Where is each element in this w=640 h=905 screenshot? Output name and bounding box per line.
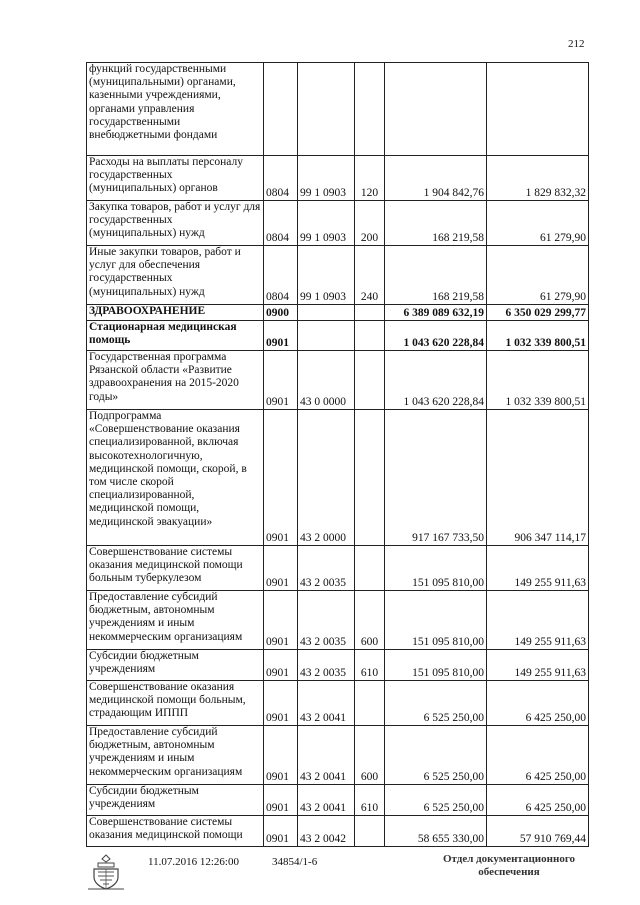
- row-section: [264, 63, 298, 156]
- row-sum-year2: 1 032 339 800,51: [487, 321, 589, 351]
- row-sum-year2: 906 347 114,17: [487, 410, 589, 546]
- row-section: 0901: [264, 726, 298, 785]
- row-sum-year1: 58 655 330,00: [385, 816, 487, 847]
- row-sum-year2: 61 279,90: [487, 246, 589, 305]
- row-section: 0804: [264, 156, 298, 201]
- row-expense-type: [355, 681, 385, 726]
- table-row: [87, 246, 589, 305]
- table-row: [87, 351, 589, 410]
- row-name: Подпрограмма «Совершенствование оказания специализированной, включая высокотехнологичную, медицинской помощи, скорой, в том числе скорой специализированной, медицинской помощи, медицинской эвакуации»: [87, 410, 264, 546]
- budget-table: [86, 62, 589, 847]
- row-target-code: 99 1 0903: [298, 246, 355, 305]
- row-name: Закупка товаров, работ и услуг для государственных (муниципальных) нужд: [87, 201, 264, 246]
- table-row: [87, 726, 589, 785]
- row-name: Совершенствование системы оказания медицинской помощи больным туберкулезом: [87, 546, 264, 591]
- row-sum-year1: 168 219,58: [385, 246, 487, 305]
- row-section: 0901: [264, 351, 298, 410]
- row-expense-type: [355, 351, 385, 410]
- table-row: [87, 156, 589, 201]
- row-sum-year2: 61 279,90: [487, 201, 589, 246]
- row-section: 0901: [264, 591, 298, 650]
- row-section: 0901: [264, 681, 298, 726]
- table-row: [87, 546, 589, 591]
- row-target-code: 43 2 0035: [298, 546, 355, 591]
- table-row: [87, 681, 589, 726]
- row-sum-year2: [487, 63, 589, 156]
- row-sum-year2: 1 032 339 800,51: [487, 351, 589, 410]
- row-expense-type: 600: [355, 726, 385, 785]
- row-target-code: 43 2 0041: [298, 785, 355, 816]
- row-expense-type: [355, 410, 385, 546]
- row-target-code: [298, 321, 355, 351]
- page-footer: [0, 853, 640, 893]
- row-name: Иные закупки товаров, работ и услуг для обеспечения государственных (муниципальных) нужд: [87, 246, 264, 305]
- row-expense-type: [355, 816, 385, 847]
- row-section: 0901: [264, 785, 298, 816]
- row-sum-year2: 57 910 769,44: [487, 816, 589, 847]
- row-sum-year1: 6 525 250,00: [385, 726, 487, 785]
- table-row: [87, 650, 589, 681]
- footer-timestamp: 11.07.2016 12:26:00: [148, 856, 239, 868]
- row-target-code: 99 1 0903: [298, 201, 355, 246]
- row-target-code: [298, 305, 355, 321]
- row-target-code: [298, 63, 355, 156]
- coat-of-arms-icon: [86, 853, 126, 891]
- table-row: [87, 410, 589, 546]
- row-name: Расходы на выплаты персоналу государственных (муниципальных) органов: [87, 156, 264, 201]
- row-name: функций государственными (муниципальными) органами, казенными учреждениями, органами управления государственными внебюджетными фондами: [87, 63, 264, 156]
- row-target-code: 43 2 0035: [298, 650, 355, 681]
- row-name: ЗДРАВООХРАНЕНИЕ: [87, 305, 264, 321]
- row-sum-year1: 6 389 089 632,19: [385, 305, 487, 321]
- row-sum-year1: 151 095 810,00: [385, 650, 487, 681]
- row-expense-type: [355, 305, 385, 321]
- row-sum-year2: 6 425 250,00: [487, 726, 589, 785]
- row-name: Субсидии бюджетным учреждениям: [87, 785, 264, 816]
- row-name: Предоставление субсидий бюджетным, автономным учреждениям и иным некоммерческим организациям: [87, 591, 264, 650]
- row-name: Предоставление субсидий бюджетным, автономным учреждениям и иным некоммерческим организациям: [87, 726, 264, 785]
- row-sum-year2: 149 255 911,63: [487, 546, 589, 591]
- row-target-code: 43 2 0035: [298, 591, 355, 650]
- row-sum-year1: 1 043 620 228,84: [385, 321, 487, 351]
- row-sum-year1: 168 219,58: [385, 201, 487, 246]
- row-sum-year2: 149 255 911,63: [487, 591, 589, 650]
- row-expense-type: [355, 321, 385, 351]
- row-target-code: 99 1 0903: [298, 156, 355, 201]
- row-expense-type: [355, 63, 385, 156]
- row-expense-type: [355, 546, 385, 591]
- row-name: Совершенствование оказания медицинской помощи больным, страдающим ИППП: [87, 681, 264, 726]
- table-row: [87, 321, 589, 351]
- row-section: 0804: [264, 201, 298, 246]
- row-section: 0804: [264, 246, 298, 305]
- row-section: 0901: [264, 410, 298, 546]
- row-sum-year1: 6 525 250,00: [385, 785, 487, 816]
- row-sum-year2: 6 350 029 299,77: [487, 305, 589, 321]
- row-name: Государственная программа Рязанской области «Развитие здравоохранения на 2015-2020 годы»: [87, 351, 264, 410]
- row-section: 0901: [264, 650, 298, 681]
- row-section: 0901: [264, 321, 298, 351]
- row-sum-year2: 149 255 911,63: [487, 650, 589, 681]
- footer-doc-number: 34854/1-6: [272, 856, 318, 868]
- row-section: 0901: [264, 546, 298, 591]
- row-sum-year1: [385, 63, 487, 156]
- table-row: [87, 63, 589, 156]
- row-name: Стационарная медицинская помощь: [87, 321, 264, 351]
- row-sum-year1: 151 095 810,00: [385, 591, 487, 650]
- row-section: 0901: [264, 816, 298, 847]
- row-name: Субсидии бюджетным учреждениям: [87, 650, 264, 681]
- row-expense-type: 200: [355, 201, 385, 246]
- row-expense-type: 610: [355, 785, 385, 816]
- row-target-code: 43 2 0000: [298, 410, 355, 546]
- row-target-code: 43 0 0000: [298, 351, 355, 410]
- table-row: [87, 785, 589, 816]
- row-expense-type: 610: [355, 650, 385, 681]
- row-sum-year1: 151 095 810,00: [385, 546, 487, 591]
- row-target-code: 43 2 0041: [298, 726, 355, 785]
- row-sum-year2: 1 829 832,32: [487, 156, 589, 201]
- row-sum-year1: 1 043 620 228,84: [385, 351, 487, 410]
- table-row: [87, 305, 589, 321]
- row-sum-year1: 1 904 842,76: [385, 156, 487, 201]
- row-expense-type: 120: [355, 156, 385, 201]
- page-number: 212: [568, 38, 585, 50]
- row-sum-year1: 917 167 733,50: [385, 410, 487, 546]
- footer-department: Отдел документационного обеспечения: [442, 853, 576, 878]
- row-name: Совершенствование системы оказания медицинской помощи: [87, 816, 264, 847]
- row-target-code: 43 2 0041: [298, 681, 355, 726]
- row-expense-type: 240: [355, 246, 385, 305]
- table-row: [87, 591, 589, 650]
- row-sum-year2: 6 425 250,00: [487, 785, 589, 816]
- row-sum-year2: 6 425 250,00: [487, 681, 589, 726]
- row-sum-year1: 6 525 250,00: [385, 681, 487, 726]
- row-target-code: 43 2 0042: [298, 816, 355, 847]
- row-expense-type: 600: [355, 591, 385, 650]
- row-section: 0900: [264, 305, 298, 321]
- table-row: [87, 816, 589, 847]
- table-row: [87, 201, 589, 246]
